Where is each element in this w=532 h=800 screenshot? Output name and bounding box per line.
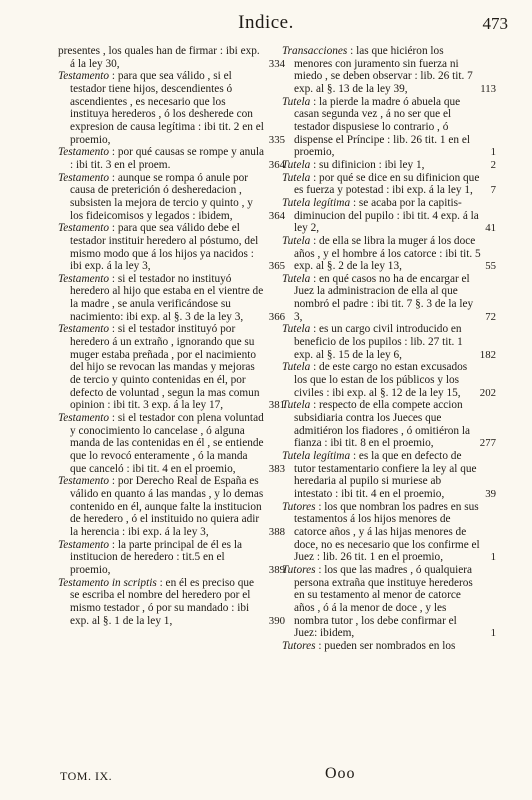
entry-heading: Tutela <box>282 95 311 108</box>
entry-heading: Tutela <box>282 272 311 285</box>
entry-heading: Tutela <box>282 399 311 412</box>
index-entry <box>282 272 496 324</box>
entry-text: : pueden ser nombrados en los <box>318 639 456 652</box>
entry-page-ref: 364 <box>268 158 285 171</box>
entry-page-ref: 182 <box>479 348 496 361</box>
entry-page-ref: 334 <box>268 57 285 70</box>
entry-heading: Testamento <box>58 272 110 285</box>
entry-heading: Tutela legítima <box>282 450 351 462</box>
index-entry <box>282 196 496 235</box>
entry-heading: Testamento <box>58 538 110 551</box>
entry-page-ref: 1 <box>490 627 496 640</box>
index-entry <box>282 95 496 159</box>
entry-page-ref: 389 <box>268 563 285 576</box>
index-entry <box>282 450 496 501</box>
entry-text: : para que sea válido debe el testador instituir heredero al póstumo, del mismo modo que á los hijos ya nacidos : ibi exp. á la ley 3, <box>70 222 259 273</box>
index-entry <box>282 640 482 653</box>
entry-text: : su difinicion : ibi ley 1, <box>313 158 425 171</box>
index-entry <box>58 45 285 70</box>
entry-page-ref: 365 <box>268 260 285 273</box>
index-entry <box>282 399 496 450</box>
entry-page-ref: 1 <box>490 146 496 159</box>
index-entry <box>282 45 496 96</box>
entry-heading: Tutores <box>282 639 316 652</box>
index-entry <box>58 70 285 146</box>
index-entry <box>58 272 285 324</box>
entry-heading: Tutela <box>282 323 311 336</box>
entry-text: : en qué casos no ha de encargar el Juez la administracion de ella al que nombró el padre : ibi tit. 7 §. 3 de la ley 3, <box>294 272 474 323</box>
index-entry <box>58 222 285 273</box>
entry-text: : la pierde la madre ó abuela que casan segunda vez , á no ser que el testador dispusiese lo contrario , ó dispense el Príncipe : lib. 26 tit. 1 en el proemio, <box>294 95 471 159</box>
entry-heading: Tutores <box>282 563 316 576</box>
page-header-title: Indice. <box>238 12 294 33</box>
entry-page-ref: 381 <box>268 399 285 412</box>
entry-heading: Tutela legítima <box>282 196 351 209</box>
entry-page-ref: 366 <box>268 310 285 323</box>
entry-text: : los que nombran los padres en sus testamentos á los hijos menores de catorce años , y á las hijas menores de doce, no es necesario que los confirme el Juez : lib. 26 tit. 1 en el proemio, <box>294 500 480 564</box>
entry-text: : si el testador no instituyó heredero al hijo que estaba en el vientre de la madre , se anula verificándose su nacimiento: ibi exp. al §. 3 de la ley 3, <box>70 272 264 323</box>
index-entry <box>282 158 496 172</box>
index-entry <box>58 412 285 475</box>
entry-page-ref: 2 <box>490 158 496 171</box>
volume-label: TOM. IX. <box>60 769 113 783</box>
entry-page-ref: 277 <box>479 437 496 450</box>
entry-text: : es un cargo civil introducido en beneficio de los pupilos : lib. 27 tit. 1 exp. al §. 15 de la ley 6, <box>294 323 463 361</box>
entry-page-ref: 41 <box>485 222 496 235</box>
entry-text: : se acaba por la capitis-diminucion del pupilo : ibi tit. 4 exp. á la ley 2, <box>294 196 479 235</box>
entry-heading: Tutores <box>282 500 316 513</box>
index-entry <box>282 563 496 640</box>
index-entry <box>282 171 496 197</box>
index-entry <box>58 146 285 171</box>
entry-text: : de ella se libra la muger á los doce años , y el hombre á los catorce : ibi tit. 5 exp. al §. 2 de la ley 13, <box>294 234 481 273</box>
entry-text: : respecto de ella compete accion subsidiaria contra los Jueces que admitiéron los fiadores , ó omitiéron la fianza : ibi tit. 8 en el proemio, <box>294 399 471 450</box>
entry-heading: Testamento <box>58 475 110 488</box>
entry-page-ref: 7 <box>490 184 496 197</box>
entry-page-ref: 72 <box>485 310 496 323</box>
entry-heading: Transacciones <box>282 45 348 57</box>
entry-text: : si el testador instituyó por heredero á un extraño , ignorando que su muger estaba preñada , por el nacimiento del hijo se revocan las mandas y mejoras de tercio y quinto contenidas en él, por defecto de voluntad , segun la mas comun opinion : ibi tit. 3 exp. á la ley 17, <box>70 323 260 412</box>
entry-text: : la parte principal de él es la institucion de heredero : tit.5 en el proemio, <box>70 538 243 576</box>
entry-page-ref: 202 <box>479 386 496 399</box>
entry-heading: Testamento <box>58 146 110 159</box>
entry-page-ref: 390 <box>268 614 285 627</box>
entry-text: : en él es preciso que se escriba el nombre del heredero por el mismo testador , ó por su mandado : ibi exp. al §. 1 de la ley 1, <box>70 576 255 627</box>
entry-heading: Tutela <box>282 361 311 374</box>
left-column <box>58 45 285 627</box>
index-entry <box>58 475 285 538</box>
index-entry <box>58 171 285 223</box>
entry-text: : de este cargo no estan excusados los que lo estan de los públicos y los civiles : ibi exp. al §. 12 de la ley 15, <box>294 361 468 399</box>
entry-heading: Tutela <box>282 234 311 247</box>
entry-heading: Testamento <box>58 222 110 235</box>
index-entry <box>58 538 285 577</box>
index-entry <box>58 576 285 628</box>
entry-text: : las que hiciéron los menores con juramento sin fuerza ni miedo , se deben observar : lib. 26 tit. 7 exp. al §. 13 de la ley 39, <box>294 45 473 95</box>
signature-mark: Ooo <box>325 765 356 782</box>
entry-text: : es la que en defecto de tutor testamentario confiere la ley al que heredaria al pupilo si muriese ab intestato : ibi tit. 4 en el proemio, <box>294 450 477 500</box>
entry-page-ref: 383 <box>268 462 285 475</box>
index-entry <box>282 500 496 564</box>
entry-heading: Tutela <box>282 158 311 171</box>
index-entry <box>282 234 496 273</box>
index-entry <box>282 323 496 361</box>
entry-text: : por qué causas se rompe y anula : ibi tit. 3 en el proem. <box>70 146 265 171</box>
entry-heading: Testamento <box>58 412 110 425</box>
entry-page-ref: 335 <box>268 133 285 146</box>
entry-heading: Testamento <box>58 70 110 83</box>
right-column <box>282 45 496 653</box>
entry-page-ref: 113 <box>480 82 496 95</box>
entry-heading: Testamento <box>58 323 110 336</box>
entry-text: : los que las madres , ó qualquiera persona extraña que instituye herederos en su testamento al menor de catorce años , ó á la menor de doce , y les nombra tutor , los debe confirmar el Juez: ibidem, <box>294 563 473 640</box>
entry-text: : por Derecho Real de España es válido en quanto á las mandas , y lo demas contenido en él, aunque falte la institucion de heredero , ó el instituido no quiera adir la herencia : ibi exp. á la ley 3, <box>70 475 264 538</box>
index-entry <box>282 361 496 399</box>
entry-page-ref: 364 <box>268 209 285 222</box>
entry-text: : si el testador con plena voluntad y conocimiento lo cancelase , ó alguna manda de las contenidas en él , se entiende que lo revocó enteramente , ó la manda que canceló : ibi tit. 4 en el proemio, <box>70 412 264 475</box>
entry-text: presentes , los quales han de firmar : ibi exp. á la ley 30, <box>58 45 260 70</box>
entry-page-ref: 1 <box>490 551 496 564</box>
entry-heading: Testamento <box>58 171 110 184</box>
page-number: 473 <box>482 14 508 33</box>
entry-page-ref: 55 <box>485 260 496 273</box>
entry-text: : por qué se dice en su difinicion que es fuerza y potestad : ibi exp. á la ley 1, <box>294 171 480 197</box>
entry-page-ref: 388 <box>268 525 285 538</box>
index-entry <box>58 323 285 412</box>
entry-text: : aunque se rompa ó anule por causa de preterición ó desheredacion , subsisten la mejora de tercio y quinto , y los fideicomisos y legados : ibidem, <box>70 171 253 222</box>
entry-heading: Tutela <box>282 171 311 184</box>
entry-text: : para que sea válido , si el testador tiene hijos, descendientes ó ascendientes , es necesario que los instituya herederos , ó los desherede con expresion de causa legítima : ibi tit. 2 en el proemio, <box>70 70 264 146</box>
entry-page-ref: 39 <box>485 487 496 500</box>
entry-heading: Testamento in scriptis <box>58 576 157 589</box>
